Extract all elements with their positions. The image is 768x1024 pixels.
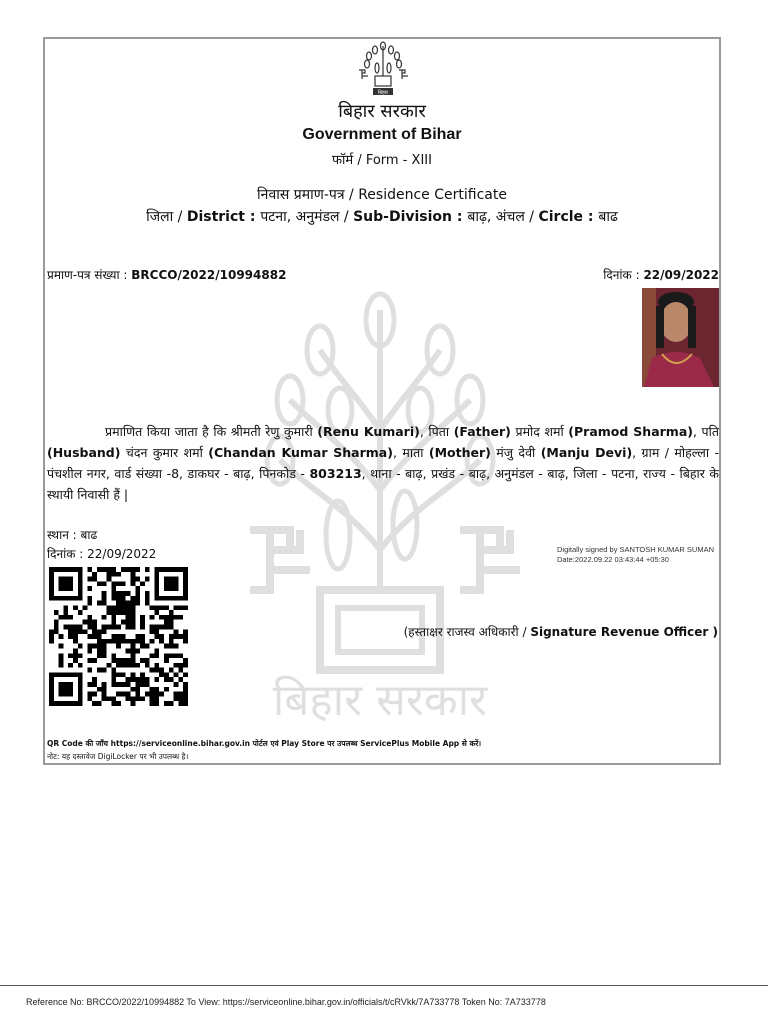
father-english: (Pramod Sharma) xyxy=(568,424,693,439)
certificate-title: निवास प्रमाण-पत्र / Residence Certificate xyxy=(257,187,507,203)
district-line xyxy=(43,207,721,226)
district-label: District : xyxy=(186,209,261,225)
district-value: पटना, अनुमंडल / xyxy=(260,209,354,225)
district-prefix: जिला / xyxy=(146,209,187,225)
qr-code[interactable] xyxy=(49,567,188,706)
signature-english: Signature Revenue Officer ) xyxy=(530,625,718,639)
certificate-number-line xyxy=(47,266,286,283)
bihar-emblem-logo xyxy=(355,40,411,96)
digilocker-note: नोट: यह दस्तावेज DigiLocker पर भी उपलब्ध है। xyxy=(47,752,189,761)
certificate-date: 22/09/2022 xyxy=(643,268,719,282)
mother-english: (Manju Devi) xyxy=(540,445,633,460)
signature-officer-line xyxy=(404,623,718,640)
name-english: (Renu Kumari) xyxy=(317,424,420,439)
title-hindi: बिहार सरकार xyxy=(338,101,426,122)
reference-divider xyxy=(0,985,768,986)
body-text-7: मंजु देवी xyxy=(490,445,541,460)
certificate-date-label: दिनांक : xyxy=(603,268,644,282)
body-text-8: , ग्राम / मोहल्ला - पंचशील नगर, वार्ड संख्या -8, डाकघर - बाढ़, पिनकोड - xyxy=(47,445,719,481)
circle-value: बाढ xyxy=(598,209,618,225)
pincode: 803213 xyxy=(309,466,362,481)
body-text-4: , पति xyxy=(692,424,719,439)
body-text-2: , पिता xyxy=(419,424,454,439)
signature-hindi: (हस्ताक्षर राजस्व अधिकारी / xyxy=(403,625,531,639)
circle-label: Circle : xyxy=(538,209,599,225)
place-line: स्थान : बाढ xyxy=(47,528,98,542)
body-text-5: चंदन कुमार शर्मा xyxy=(120,445,209,460)
reference-line: Reference No: BRCCO/2022/10994882 To View: https://serviceonline.bihar.gov.in/officials/t/cRVkk/7A733778 Token No: 7A733778 xyxy=(26,997,546,1007)
applicant-photo xyxy=(642,288,719,387)
certificate-number-label: प्रमाण-पत्र संख्या : xyxy=(47,268,132,282)
place-date-line: दिनांक : 22/09/2022 xyxy=(47,547,157,561)
digital-signature xyxy=(557,545,714,565)
subdivision-value: बाढ़, अंचल / xyxy=(467,209,539,225)
body-text-1: प्रमाणित किया जाता है कि श्रीमती रेणु कुमारी xyxy=(105,424,318,439)
subdivision-label: Sub-Division : xyxy=(353,209,468,225)
digital-signature-line-2: Date:2022.09.22 03:43:44 +05:30 xyxy=(557,555,669,564)
body-text-6: , माता xyxy=(392,445,429,460)
title-english: Government of Bihar xyxy=(302,126,462,143)
husband-label: (Husband) xyxy=(47,445,121,460)
qr-verification-note: QR Code की जाँच https://serviceonline.bihar.gov.in पोर्टल एवं Play Store पर उपलब्ध ServicePlus Mobile App से करें। xyxy=(47,739,482,748)
digital-signature-line-1: Digitally signed by SANTOSH KUMAR SUMAN xyxy=(557,545,714,554)
body-text-9: , थाना - बाढ़, प्रखंड - बाढ़, अनुमंडल - बाढ़, जिला - पटना, राज्य - बिहार के स्थायी निवासी हैं | xyxy=(47,466,719,502)
watermark-text: बिहार सरकार xyxy=(272,675,488,726)
husband-english: (Chandan Kumar Sharma) xyxy=(208,445,393,460)
father-label: (Father) xyxy=(453,424,511,439)
certificate-number: BRCCO/2022/10994882 xyxy=(131,268,287,282)
mother-label: (Mother) xyxy=(428,445,491,460)
bihar-emblem-watermark xyxy=(230,290,530,730)
form-number: फॉर्म / Form - XIII xyxy=(332,153,432,168)
certificate-date-line xyxy=(603,266,719,283)
body-text-3: प्रमोद शर्मा xyxy=(510,424,569,439)
certificate-body xyxy=(47,421,719,505)
emblem-text: बिहार xyxy=(377,90,389,96)
